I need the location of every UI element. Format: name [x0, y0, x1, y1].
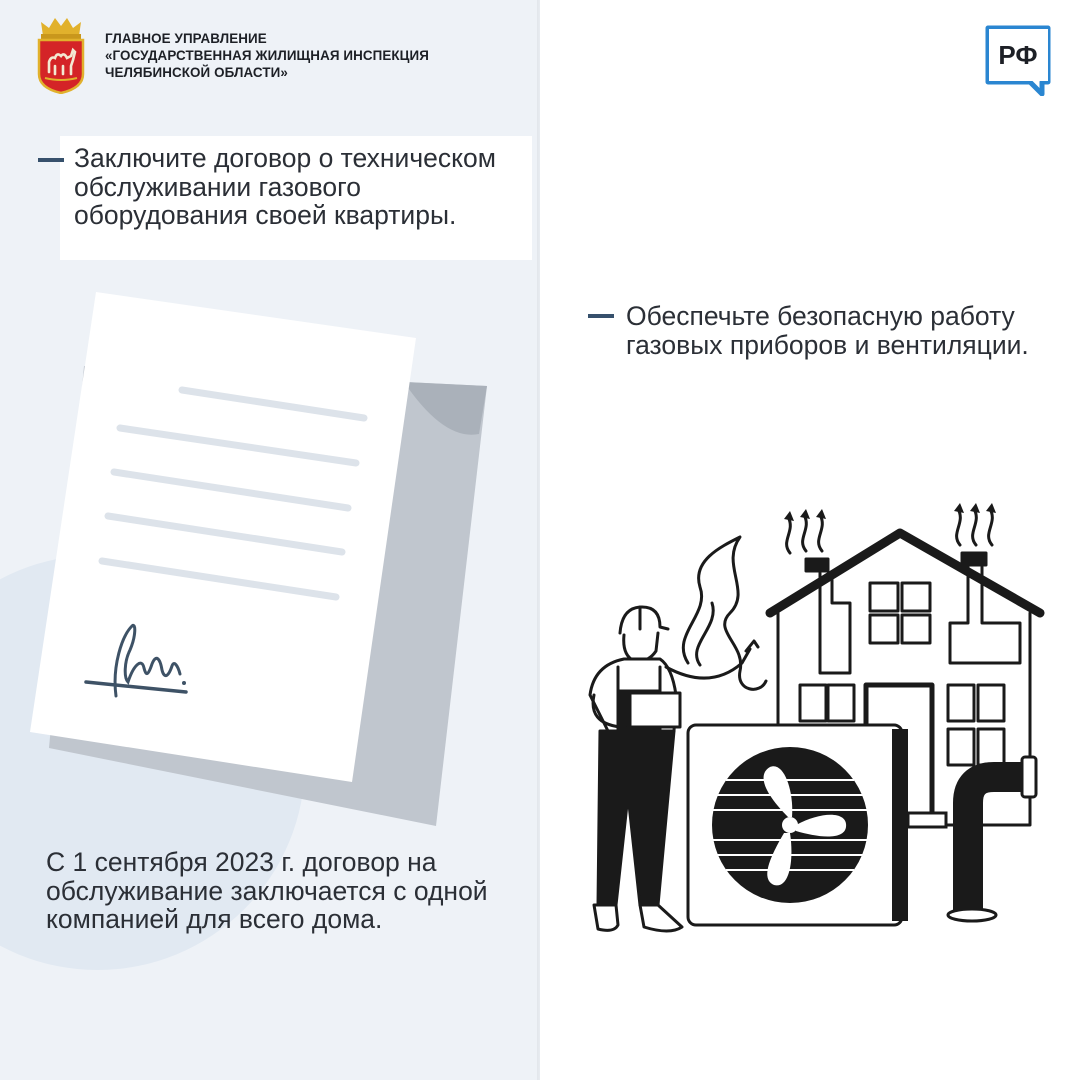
org-name-line-1: ГЛАВНОЕ УПРАВЛЕНИЕ — [105, 31, 267, 46]
safety-callout-text: Обеспечьте безопасную работу газовых приборов и вентиляции. — [626, 301, 1029, 360]
org-name-line-2: «ГОСУДАРСТВЕННАЯ ЖИЛИЩНАЯ ИНСПЕКЦИЯ — [105, 48, 430, 63]
accent-dash — [38, 158, 64, 162]
org-header — [35, 16, 429, 94]
accent-dash — [588, 314, 614, 318]
rf-logo-text: РФ — [998, 40, 1038, 70]
org-name-line-3: ЧЕЛЯБИНСКОЙ ОБЛАСТИ» — [105, 65, 288, 80]
rf-logo-icon — [984, 24, 1052, 96]
organization-name — [105, 30, 429, 81]
signed-document-icon — [24, 286, 494, 836]
contract-callout — [60, 136, 532, 260]
rf-logo — [984, 24, 1052, 96]
service-note: С 1 сентября 2023 г. договор на обслуживание заключается с одной компанией для всего дома. — [46, 847, 488, 934]
chelyabinsk-coat-of-arms-icon — [35, 16, 87, 94]
gas-technician-house-ventilation-icon — [570, 495, 1050, 955]
contract-callout-text: Заключите договор о техническом обслуживании газового оборудования своей квартиры. — [74, 143, 497, 230]
